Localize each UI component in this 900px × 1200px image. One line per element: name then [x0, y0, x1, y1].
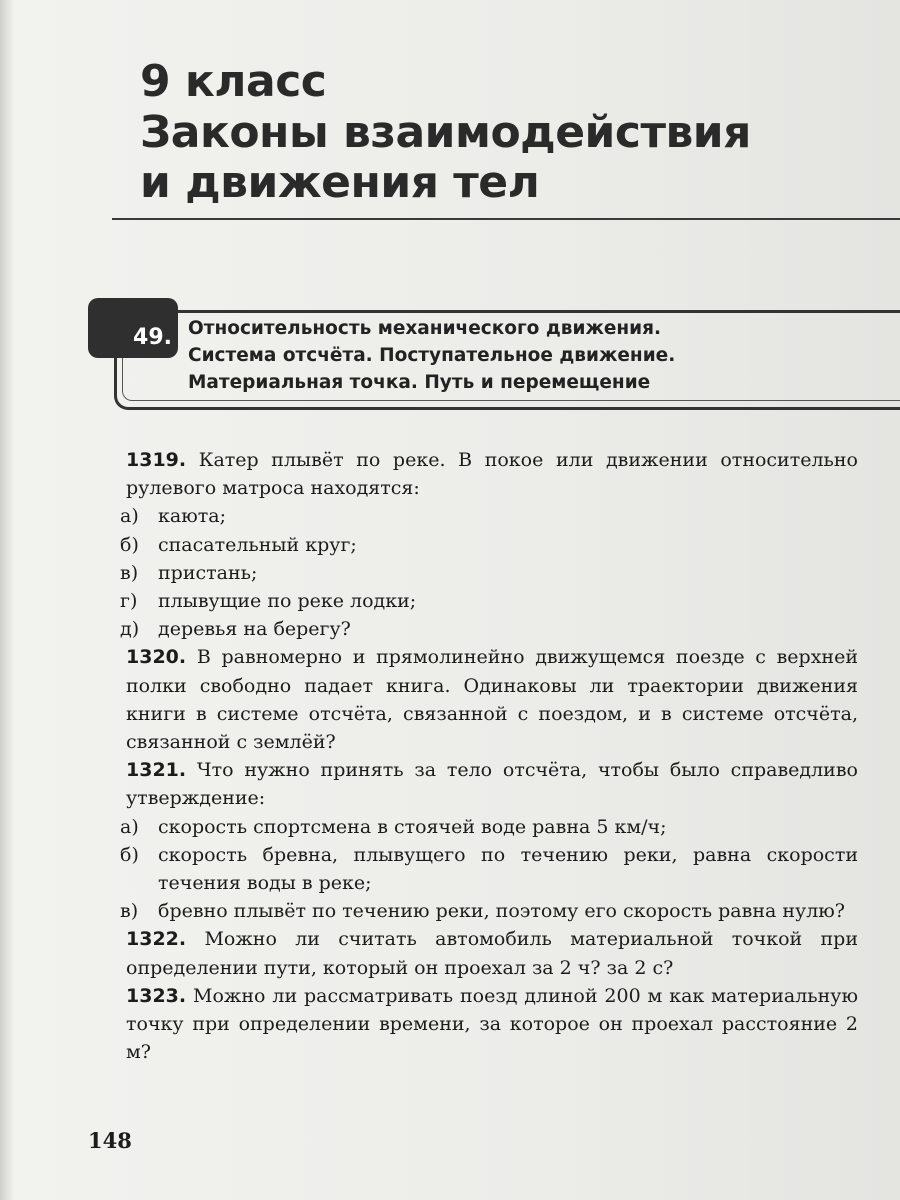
option-text: плывущие по реке лодки; — [158, 590, 417, 613]
task-option — [88, 502, 858, 530]
section-title-line: Относительность механического движения. — [188, 318, 662, 339]
section-heading — [88, 298, 900, 410]
option-mark: в) — [120, 561, 139, 584]
task-option — [88, 559, 858, 587]
task-number: 1323. — [126, 984, 187, 1007]
task-number: 1319. — [126, 449, 187, 471]
task-1319 — [88, 446, 858, 643]
task-1323 — [88, 982, 858, 1067]
option-mark: б) — [120, 533, 139, 556]
task-text — [88, 982, 858, 1067]
task-option — [88, 615, 858, 643]
page-fold-shadow — [0, 0, 14, 1200]
task-question: Можно ли рассматривать поезд длиной 200 м как материальную точку при определении времени, за которое он проехал расстояние 2 м? — [126, 984, 858, 1064]
task-text — [88, 756, 858, 812]
task-option — [88, 897, 858, 925]
section-title-line: Система отсчёта. Поступательное движение. — [188, 345, 676, 366]
option-mark: г) — [120, 590, 138, 613]
option-mark: б) — [120, 843, 139, 866]
grade-title: 9 класс — [140, 56, 327, 107]
task-question: Что нужно принять за тело отсчёта, чтобы было справедливо утверждение: — [126, 759, 858, 810]
task-question: Катер плывёт по реке. В покое или движении относительно рулевого матроса находятся: — [126, 449, 858, 500]
task-text — [88, 446, 858, 502]
option-text: скорость спортсмена в стоячей воде равна 5 км/ч; — [158, 815, 667, 838]
option-mark: а) — [120, 505, 139, 528]
task-question: В равномерно и прямолинейно движущемся поезде с верхней полки свободно падает книга. Одинаковы ли траектории движения книги в системе отсчёта, связанной с поездом, и в системе отсчёта, связанной с землёй? — [126, 646, 858, 754]
section-number-badge: 49. — [88, 298, 178, 358]
task-number: 1321. — [126, 759, 187, 782]
section-title — [188, 315, 888, 396]
task-text — [88, 643, 858, 756]
task-1320 — [88, 643, 858, 756]
task-number: 1320. — [126, 646, 187, 669]
task-option — [88, 813, 858, 841]
task-text — [88, 925, 858, 981]
header-divider — [112, 218, 900, 220]
option-text: скорость бревна, плывущего по течению реки, равна скорости течения воды в реке; — [158, 843, 858, 895]
task-1321 — [88, 756, 858, 925]
option-text: бревно плывёт по течению реки, поэтому его скорость равна нулю? — [158, 900, 845, 923]
task-number: 1322. — [126, 928, 187, 951]
task-question: Можно ли считать автомобиль материальной точкой при определении пути, который он проехал за 2 ч? за 2 с? — [126, 928, 859, 979]
task-option — [88, 531, 858, 559]
section-top-line — [178, 310, 900, 313]
option-text: каюта; — [158, 505, 226, 528]
chapter-header — [140, 56, 860, 208]
option-mark: в) — [120, 900, 139, 923]
page-number: 148 — [88, 1128, 132, 1153]
chapter-title-line2: и движения тел — [140, 157, 540, 208]
task-option — [88, 841, 858, 897]
task-list — [88, 446, 858, 1066]
option-mark: д) — [120, 618, 140, 641]
section-title-line: Материальная точка. Путь и перемещение — [188, 372, 651, 393]
option-text: пристань; — [158, 561, 258, 584]
option-mark: а) — [120, 815, 139, 838]
chapter-title-line1: Законы взаимодействия — [140, 107, 751, 158]
option-text: деревья на берегу? — [158, 618, 351, 641]
task-1322 — [88, 925, 858, 981]
task-option — [88, 587, 858, 615]
option-text: спасательный круг; — [158, 533, 357, 556]
